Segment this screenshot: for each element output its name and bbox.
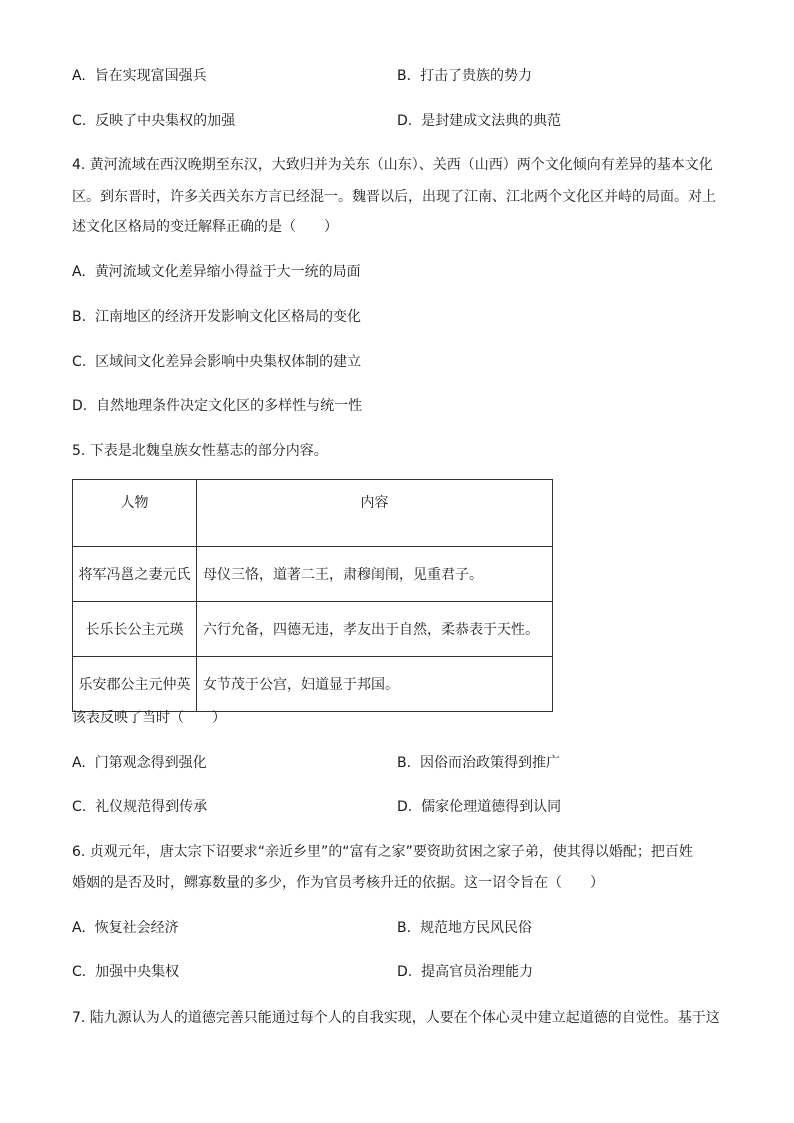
q3-option-a: A. 旨在实现富国强兵: [72, 68, 207, 84]
q5-question: 该表反映了当时（ ）: [72, 710, 226, 726]
table-row: [73, 602, 553, 657]
q3-option-c: C. 反映了中央集权的加强: [72, 113, 236, 129]
q4-option-a: A. 黄河流域文化差异缩小得益于大一统的局面: [72, 264, 361, 280]
q4-option-c: C. 区域间文化差异会影响中央集权体制的建立: [72, 354, 362, 370]
q6-option-b: B. 规范地方民风民俗: [397, 920, 532, 936]
table-row: [73, 657, 553, 712]
q5-option-a: A. 门第观念得到强化: [72, 755, 207, 771]
q5-option-d: D. 儒家伦理道德得到认同: [397, 799, 562, 815]
q5-option-c: C. 礼仪规范得到传承: [72, 799, 208, 815]
table-header-row: [73, 480, 553, 547]
table-cell-content: 母仪三恪，道著二王，肃穆闺闱，见重君子。: [197, 547, 553, 602]
q6-option-a: A. 恢复社会经济: [72, 920, 179, 936]
q4-stem-line-2: 区。到东晋时，许多关西关东方言已经混一。魏晋以后，出现了江南、江北两个文化区并峙的局面。对上: [72, 189, 716, 205]
q4-stem-line-1: 4. 黄河流域在西汉晚期至东汉，大致归并为关东（山东）、关西（山西）两个文化倾向有差异的基本文化: [72, 157, 713, 173]
q3-option-d: D. 是封建成文法典的典范: [397, 113, 562, 129]
epitaph-table: [72, 479, 553, 712]
q4-stem-line-3: 述文化区格局的变迁解释正确的是（ ）: [72, 219, 338, 235]
q3-option-b: B. 打击了贵族的势力: [397, 68, 532, 84]
q4-option-d: D. 自然地理条件决定文化区的多样性与统一性: [72, 398, 363, 414]
q4-option-b: B. 江南地区的经济开发影响文化区格局的变化: [72, 309, 361, 325]
q6-stem-line-2: 婚姻的是否及时，鳏寡数量的多少，作为官员考核升迁的依据。这一诏令旨在（ ）: [72, 875, 604, 891]
table-cell-person: 将军冯邕之妻元氏: [73, 547, 197, 602]
q5-stem: 5. 下表是北魏皇族女性墓志的部分内容。: [72, 443, 328, 459]
table-cell-content: 六行允备，四德无违，孝友出于自然，柔恭表于天性。: [197, 602, 553, 657]
table-cell-content: 女节茂于公宫，妇道显于邦国。: [197, 657, 553, 712]
table-header-content: 内容: [197, 480, 553, 547]
q6-stem-line-1: 6. 贞观元年，唐太宗下诏要求“亲近乡里”的“富有之家”要资助贫困之家子弟，使其得以婚配；把百姓: [72, 844, 693, 860]
table-row: [73, 547, 553, 602]
q6-option-d: D. 提高官员治理能力: [397, 964, 534, 980]
q5-option-b: B. 因俗而治政策得到推广: [397, 755, 560, 771]
table-cell-person: 长乐长公主元瑛: [73, 602, 197, 657]
q6-option-c: C. 加强中央集权: [72, 964, 180, 980]
q7-stem-line-1: 7. 陆九源认为人的道德完善只能通过每个人的自我实现，人要在个体心灵中建立起道德的自觉性。基于这: [72, 1010, 720, 1026]
table-header-person: 人物: [73, 480, 197, 547]
table-cell-person: 乐安郡公主元仲英: [73, 657, 197, 712]
